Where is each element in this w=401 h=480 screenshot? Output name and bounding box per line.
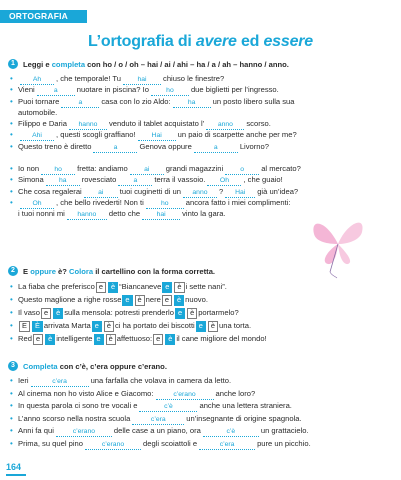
sentence: [8, 400, 393, 413]
sentence-text: un’insegnante di origine spagnola.: [186, 413, 302, 423]
sentence-text: anche loro?: [215, 388, 256, 398]
sentence-text: fretta: andiamo: [77, 164, 128, 174]
sentence: [8, 186, 393, 197]
sentence-text: La fiaba che preferisco: [18, 282, 95, 291]
sentence-text: sulla mensola: potresti prenderlo: [64, 308, 174, 317]
bullet-icon: •: [10, 388, 13, 398]
choice-e-accent[interactable]: è: [106, 334, 116, 345]
answer-blank[interactable]: ho: [41, 165, 75, 175]
sentence-text: , che bello rivederti! Non ti: [56, 197, 144, 207]
answer-blank[interactable]: a: [194, 143, 238, 153]
sentence-text: Il vaso: [18, 308, 40, 317]
answer-blank[interactable]: c’erano: [56, 427, 112, 437]
sentence-text: Simona: [18, 175, 44, 185]
sentence-text: al mercato?: [261, 164, 301, 174]
bullet-icon: •: [10, 401, 13, 411]
sentence-text: , questi scogli graffiano!: [56, 130, 136, 140]
exercise-1-header: [8, 59, 393, 69]
answer-blank[interactable]: Oh: [207, 176, 241, 186]
answer-blank[interactable]: c’era: [31, 377, 89, 387]
answer-blank[interactable]: c’è: [139, 402, 197, 412]
bullet-icon: •: [10, 295, 13, 304]
bullet-icon: •: [10, 376, 13, 385]
choice-e[interactable]: e: [94, 334, 104, 345]
choice-e-accent[interactable]: è: [208, 321, 218, 332]
choice-e[interactable]: e: [162, 282, 172, 293]
sentence: [8, 197, 393, 208]
sentence-text: nuotare in piscina? Io: [76, 85, 149, 95]
sentence-text: ci ha portato dei biscotti: [114, 321, 195, 330]
sentence-text: Ieri: [18, 376, 29, 385]
bullet-icon: •: [10, 141, 13, 151]
sentence: [8, 163, 393, 174]
sentence-text: terra il vassoio.: [154, 175, 206, 185]
sentence-text: Prima, su quel pino: [18, 438, 84, 448]
sentence: [8, 293, 393, 306]
sentence: [8, 174, 393, 185]
sentence: [8, 96, 393, 107]
sentence-text: Questo maglione a righe rosse: [18, 295, 122, 304]
bullet-icon: •: [10, 96, 13, 106]
choice-e-accent[interactable]: è: [53, 308, 63, 319]
sentence: [8, 129, 393, 140]
bullet-icon: •: [10, 164, 13, 174]
sentence: [8, 319, 393, 332]
sentence-text: rovesciato: [81, 175, 117, 185]
title-mid: ed: [236, 33, 264, 50]
bullet-icon: •: [10, 282, 13, 291]
title-word-essere: essere: [263, 33, 314, 50]
answer-blank[interactable]: ho: [151, 86, 189, 96]
sentence: [8, 84, 393, 95]
sentence-text: il cane migliore del mondo!: [176, 334, 267, 343]
bullet-icon: •: [10, 197, 13, 207]
bullet-icon: •: [10, 130, 13, 140]
answer-blank[interactable]: o: [225, 165, 259, 175]
sentence-text: Io non: [18, 164, 40, 174]
exercise-number: 2: [8, 266, 18, 276]
exercise-3-header: [8, 361, 393, 371]
sentence-text: un paio di scarpette anche per me?: [177, 130, 297, 140]
bullet-icon: •: [10, 413, 13, 423]
sentence: [8, 425, 393, 438]
section-tag: ORTOGRAFIA: [0, 10, 87, 23]
choice-e[interactable]: e: [196, 321, 206, 332]
choice-e[interactable]: e: [96, 282, 106, 293]
answer-blank[interactable]: hai: [123, 75, 161, 85]
sentence-text: Genova oppure: [139, 141, 192, 151]
page-title: [0, 33, 401, 51]
answer-blank[interactable]: Ah: [20, 75, 54, 85]
sentence-text: scorso.: [246, 119, 271, 129]
answer-blank[interactable]: hai: [142, 210, 180, 220]
sentence-text: intelligente: [56, 334, 93, 343]
sentence-text: degli scoiattoli e: [143, 438, 198, 448]
answer-blank[interactable]: Hai: [138, 131, 176, 141]
sentence-text: Questo treno è diretto: [18, 141, 92, 151]
sentence-text: ?: [218, 186, 224, 196]
sentence-text: nere: [145, 295, 161, 304]
answer-blank[interactable]: ho: [146, 199, 184, 209]
sentence-text: una farfalla che volava in camera da letto.: [90, 376, 232, 385]
bullet-icon: •: [10, 334, 13, 343]
answer-blank[interactable]: ha: [46, 176, 80, 186]
sentence-text: già un’idea?: [257, 186, 299, 196]
page-number-underline: [6, 474, 26, 476]
exercise-2-instruction: E oppure è? Colora il cartellino con la forma corretta.: [23, 266, 216, 276]
answer-blank[interactable]: a: [61, 98, 99, 108]
sentence: [8, 118, 393, 129]
choice-e-accent[interactable]: è: [165, 334, 175, 345]
choice-e-accent[interactable]: è: [45, 334, 55, 345]
answer-blank[interactable]: ai: [130, 165, 164, 175]
answer-blank[interactable]: Hai: [225, 188, 255, 198]
sentence-text: “Biancaneve: [119, 282, 162, 291]
answer-blank[interactable]: c’era: [132, 415, 184, 425]
choice-e-accent[interactable]: è: [135, 295, 145, 306]
sentence: [8, 73, 393, 84]
sentence-text: anche una lettera straniera.: [199, 401, 292, 411]
answer-blank[interactable]: Oh: [20, 199, 54, 209]
sentence-text: nuovo.: [185, 295, 208, 304]
answer-blank[interactable]: Ahi: [20, 131, 54, 141]
exercise-3: [8, 361, 393, 451]
sentence-text: grandi magazzini: [165, 164, 224, 174]
answer-blank[interactable]: c’erano: [85, 440, 141, 450]
bullet-icon: •: [10, 74, 13, 83]
sentence-text: venduto il tablet acquistato l’: [108, 119, 205, 129]
sentence-text: un posto libero sulla sua: [212, 96, 295, 106]
sentence: [8, 375, 393, 388]
exercise-2: [8, 266, 393, 345]
spacer: [8, 152, 393, 163]
sentence-text: un grattacielo.: [260, 426, 309, 436]
sentence-text: ancora fatto i miei complimenti:: [185, 197, 291, 207]
sentence-text: , che guaio!: [243, 175, 283, 185]
sentence-text: Filippo e Daria: [18, 119, 67, 129]
exercise-number: 3: [8, 361, 18, 371]
sentence-text: due biglietti per l’ingresso.: [190, 85, 279, 95]
choice-E-accent[interactable]: È: [32, 321, 43, 332]
bullet-icon: •: [10, 85, 13, 95]
choice-e-accent[interactable]: è: [104, 321, 114, 332]
sentence: [8, 438, 393, 451]
choice-e-accent[interactable]: è: [187, 308, 197, 319]
bullet-icon: •: [10, 186, 13, 196]
sentence-text: vinto la gara.: [182, 209, 226, 219]
sentence-text: casa con lo zio Aldo:: [101, 96, 171, 106]
choice-e[interactable]: e: [122, 295, 132, 306]
sentence-text: Che cosa regalerai: [18, 186, 82, 196]
sentence-text: detto che: [108, 209, 141, 219]
sentence-text: L’anno scorso nella nostra scuola: [18, 413, 131, 423]
title-word-avere: avere: [195, 33, 237, 50]
bullet-icon: •: [10, 308, 13, 317]
sentence-text: chiuso le finestre?: [163, 74, 225, 83]
sentence-text: i tuoi nonni mi: [18, 209, 65, 219]
answer-blank[interactable]: ha: [173, 98, 211, 108]
sentence: [8, 332, 393, 345]
exercise-3-instruction: Completa con c’è, c’era oppure c’erano.: [23, 361, 167, 371]
answer-blank[interactable]: hanno: [67, 210, 107, 220]
sentence-text: , che temporale! Tu: [56, 74, 122, 83]
bullet-icon: •: [10, 175, 13, 185]
answer-blank[interactable]: c’è: [203, 427, 259, 437]
bullet-icon: •: [10, 119, 13, 129]
sentence: [8, 280, 393, 293]
answer-blank[interactable]: a: [93, 143, 137, 153]
exercise-number: 1: [8, 59, 18, 69]
sentence-text: portarmelo?: [198, 308, 239, 317]
choice-e-accent[interactable]: è: [174, 282, 184, 293]
sentence-text: una torta.: [219, 321, 252, 330]
choice-e[interactable]: e: [175, 308, 185, 319]
answer-blank[interactable]: hanno: [69, 120, 107, 130]
bullet-icon: •: [10, 321, 13, 330]
sentence: [8, 413, 393, 426]
choice-e[interactable]: e: [92, 321, 102, 332]
sentence-text: delle case a un piano, ora: [113, 426, 201, 436]
sentence-text: Anni fa qui: [18, 426, 54, 436]
choice-e[interactable]: e: [162, 295, 172, 306]
choice-e-accent[interactable]: è: [174, 295, 184, 306]
choice-e[interactable]: e: [153, 334, 163, 345]
exercise-1-instruction: Leggi e completa con ho / o / oh – hai / ai / ahi – ha / a / ah – hanno / anno.: [23, 59, 289, 69]
sentence-text: automobile.: [18, 107, 58, 117]
sentence-text: arrivata Marta: [43, 321, 91, 330]
sentence-text: Red: [18, 334, 32, 343]
answer-blank[interactable]: a: [118, 176, 152, 186]
answer-blank[interactable]: anno: [183, 188, 217, 198]
bullet-icon: •: [10, 438, 13, 448]
sentence: [8, 306, 393, 319]
answer-blank[interactable]: c’erano: [156, 390, 214, 400]
sentence-text: affettuoso:: [116, 334, 153, 343]
exercise-2-header: [8, 266, 393, 276]
sentence-text: tuoi cuginetti di un: [119, 186, 181, 196]
choice-e-accent[interactable]: è: [108, 282, 118, 293]
sentence-text: In questa parola ci sono tre vocali e: [18, 401, 138, 411]
sentence-text: Livorno?: [239, 141, 269, 151]
sentence-text: pure un picchio.: [257, 438, 311, 448]
sentence-text: i sette nani”.: [185, 282, 227, 291]
bullet-icon: •: [10, 426, 13, 436]
sentence-text: Vieni: [18, 85, 35, 95]
sentence: [8, 388, 393, 401]
title-prefix: L’ortografia di: [87, 33, 196, 50]
page-number: 164: [6, 462, 22, 472]
choice-E[interactable]: E: [19, 321, 30, 332]
answer-blank[interactable]: anno: [206, 120, 244, 130]
sentence-text: Puoi tornare: [18, 96, 60, 106]
choice-e[interactable]: e: [41, 308, 51, 319]
sentence: [8, 141, 393, 152]
sentence-continuation: [8, 107, 393, 118]
sentence-text: Al cinema non ho visto Alice e Giacomo:: [18, 388, 154, 398]
choice-e[interactable]: e: [33, 334, 43, 345]
answer-blank[interactable]: ai: [84, 188, 118, 198]
answer-blank[interactable]: c’era: [199, 440, 255, 450]
answer-blank[interactable]: a: [37, 86, 75, 96]
exercise-1: [8, 59, 393, 220]
